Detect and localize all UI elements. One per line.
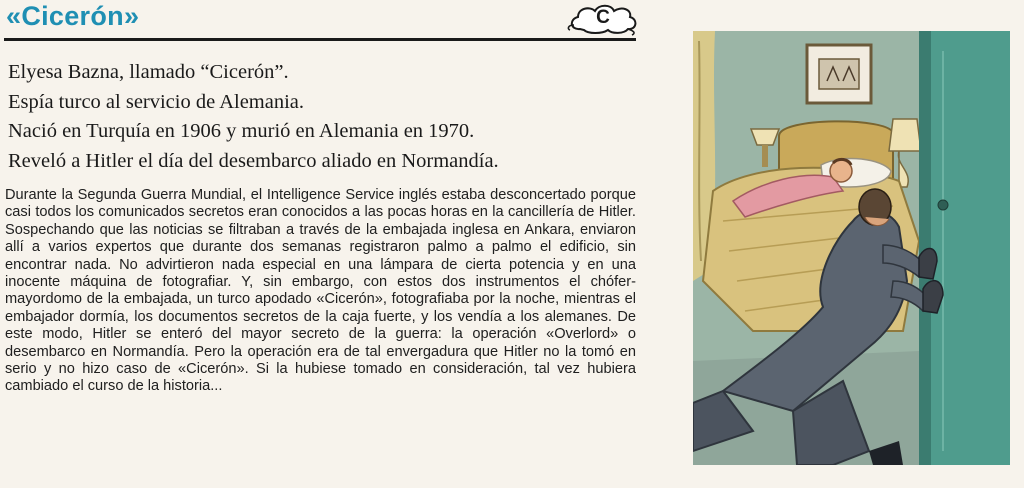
spy-at-door-illustration [693, 31, 1010, 465]
fact-life: Nació en Turquía en 1906 y murió en Alemania en 1970. [8, 120, 475, 142]
fact-name: Elyesa Bazna, llamado “Cicerón”. [8, 61, 289, 83]
fact-list [8, 58, 648, 176]
cloud-badge [566, 3, 640, 37]
fact-role: Espía turco al servicio de Alemania. [8, 90, 305, 113]
gloved-hand [919, 248, 937, 279]
badge-letter: C [596, 7, 610, 28]
article-body: Durante la Segunda Guerra Mundial, el Intelligence Service inglés estaba desconcertado porque casi todos los comunicados secretos eran conocidos a las pocas horas en la cancillería de Hitler. Sospechando que las noticias se filtraban a través de la embajada inglesa en Ankara, enviaron allí a varios expertos que durante dos semanas registraron palmo a palmo el edificio, sin encontrar nada. No advirtieron nada especial en una lámpara de cierta potencia y en una inocente máquina de fotografiar. Y, sin embargo, con estos dos instrumentos el chófer-mayordomo de la embajada, un turco apodado «Cicerón», fotografiaba por la noche, mientras el embajador dormía, los documentos secretos de la caja fuerte, y los vendía a los alemanes. De este modo, Hitler se enteró del mayor secreto de la guerra: la operación «Overlord» o desembarco en Normandía. Pero la operación era de tal envergadura que Hitler no la tomó en serio y no hizo caso de «Cicerón». Si la hubiese tomado en consideración, tal vez hubiera cambiado el curso de la historia... [5, 187, 636, 395]
door-knob [938, 200, 948, 210]
fact-achievement: Reveló a Hitler el día del desembarco aliado en Normandía. [8, 149, 499, 172]
page-title: «Cicerón» [6, 1, 140, 31]
title-divider [4, 38, 636, 41]
door [929, 31, 1010, 465]
